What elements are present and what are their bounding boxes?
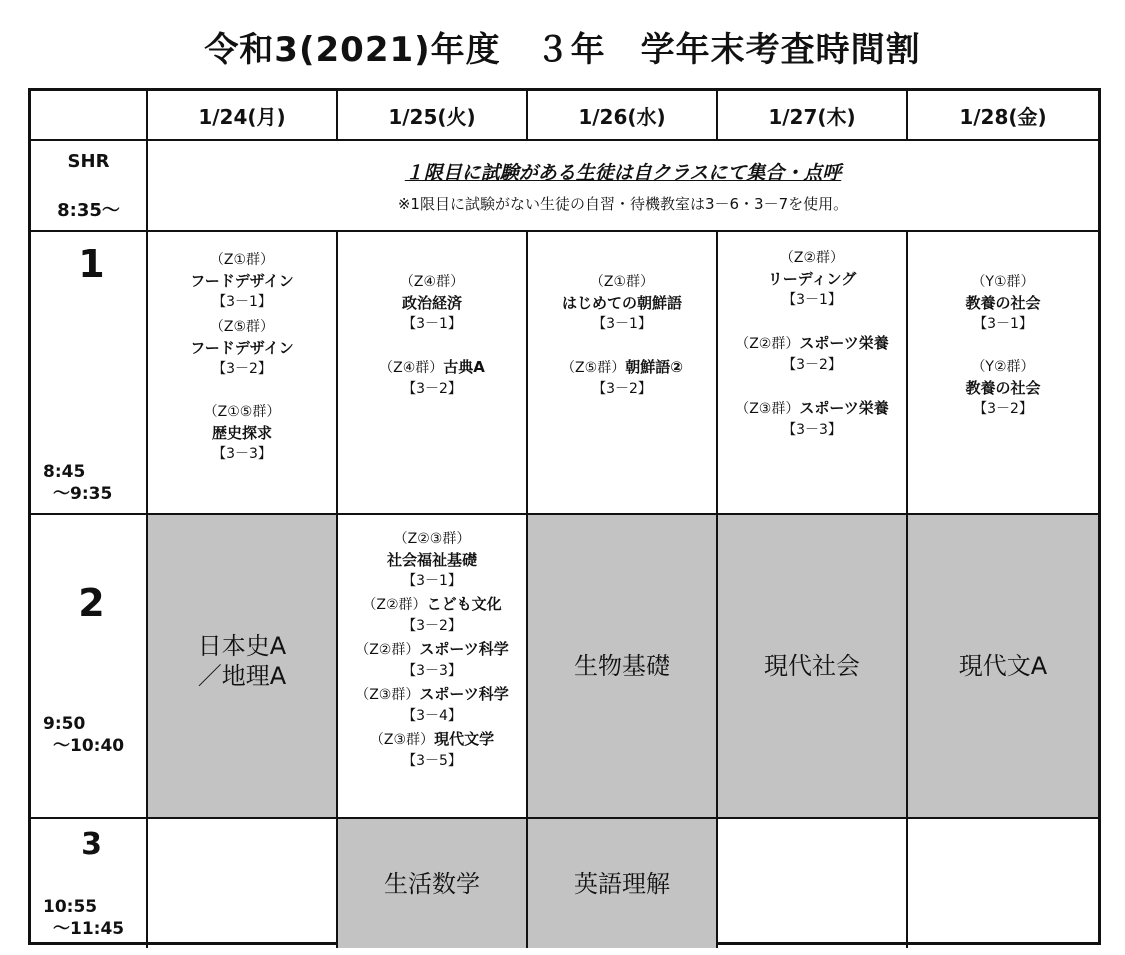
- exam-entry: [379, 357, 485, 400]
- exam-entry: [400, 272, 464, 335]
- subject: フードデザイン: [190, 272, 294, 290]
- room: 【3－3】: [402, 663, 462, 679]
- p3-tue: [338, 819, 528, 948]
- room: 【3－3】: [782, 422, 842, 438]
- group-label: （Z②群）: [362, 597, 427, 613]
- period-start: 9:50: [43, 714, 86, 734]
- p3-wed: [528, 819, 718, 948]
- group-label: （Y②群）: [971, 359, 1035, 375]
- group-label: （Z②群）: [735, 336, 800, 352]
- day-header-wed: 1/26(水): [528, 91, 718, 141]
- shr-label: SHR: [67, 151, 110, 172]
- room: 【3－2】: [402, 618, 462, 634]
- exam-entry: [965, 357, 1040, 420]
- room: 【3－4】: [402, 708, 462, 724]
- p2-tue: [338, 515, 528, 819]
- exam-entry: [965, 272, 1040, 335]
- period-2-label: [31, 515, 148, 819]
- subject: [718, 819, 906, 948]
- subject: 日本史A ／地理A: [197, 632, 287, 690]
- period-start: 10:55: [43, 897, 98, 917]
- shr-time: 8:35〜: [57, 200, 120, 221]
- subject: スポーツ栄養: [799, 334, 889, 352]
- exam-entry: [362, 594, 501, 637]
- group-label: （Z⑤群）: [209, 319, 275, 335]
- room: 【3－1】: [212, 294, 272, 310]
- exam-entry: [190, 250, 294, 313]
- room: 【3－2】: [973, 401, 1033, 417]
- period-start: 8:45: [43, 462, 86, 482]
- subject: 現代社会: [764, 652, 860, 680]
- p1-tue: [338, 232, 528, 515]
- period-end: 〜9:35: [53, 484, 113, 504]
- group-label: （Z②群）: [779, 250, 845, 266]
- exam-entry: [355, 639, 509, 682]
- group-label: （Z③群）: [369, 732, 435, 748]
- exam-entry: [735, 333, 889, 376]
- subject: スポーツ科学: [419, 640, 509, 658]
- subject: フードデザイン: [190, 339, 294, 357]
- subject: こども文化: [426, 595, 502, 613]
- exam-entry: [204, 402, 281, 465]
- room: 【3－1】: [592, 316, 652, 332]
- exam-entry: [768, 248, 857, 311]
- shr-label-cell: [31, 141, 148, 232]
- group-label: （Z⑤群）: [561, 360, 626, 376]
- shr-banner: [148, 141, 1098, 232]
- exam-entry: [355, 684, 509, 727]
- subject: スポーツ科学: [419, 685, 509, 703]
- exam-entry: [561, 357, 683, 400]
- p2-mon: [148, 515, 338, 819]
- subject: 英語理解: [574, 869, 670, 898]
- subject: [148, 819, 336, 948]
- subject: はじめての朝鮮語: [561, 294, 682, 312]
- day-header-fri: 1/28(金): [908, 91, 1098, 141]
- period-end: 〜11:45: [53, 919, 125, 939]
- subject: 現代文学: [434, 730, 495, 748]
- subject: 歴史探求: [211, 424, 272, 442]
- period-end: 〜10:40: [53, 736, 125, 756]
- subject: 生物基礎: [574, 652, 670, 680]
- corner-cell: [31, 91, 148, 141]
- room: 【3－2】: [782, 357, 842, 373]
- p2-fri: [908, 515, 1098, 819]
- period-1-label: [31, 232, 148, 515]
- group-label: （Z④群）: [399, 274, 465, 290]
- day-header-tue: 1/25(火): [338, 91, 528, 141]
- group-label: （Z①群）: [589, 274, 655, 290]
- p3-fri: [908, 819, 1098, 948]
- group-label: （Z②群）: [355, 642, 420, 658]
- p3-mon: [148, 819, 338, 948]
- room: 【3－5】: [402, 753, 462, 769]
- room: 【3－1】: [782, 292, 842, 308]
- p2-thu: [718, 515, 908, 819]
- subject: 社会福祉基礎: [386, 551, 477, 569]
- day-header-mon: 1/24(月): [148, 91, 338, 141]
- group-label: （Z④群）: [379, 360, 444, 376]
- group-label: （Z③群）: [355, 687, 420, 703]
- exam-entry: [387, 529, 477, 592]
- p2-wed: [528, 515, 718, 819]
- group-label: （Z①⑤群）: [203, 404, 281, 420]
- p1-mon: [148, 232, 338, 515]
- exam-entry: [562, 272, 682, 335]
- shr-note: ※1限目に試験がない生徒の自習・待機教室は3－6・3－7を使用。: [397, 194, 849, 213]
- group-label: （Z②③群）: [393, 531, 471, 547]
- room: 【3－1】: [402, 573, 462, 589]
- timetable: [28, 88, 1101, 945]
- subject: 政治経済: [401, 294, 462, 312]
- group-label: （Z①群）: [209, 252, 275, 268]
- period-number: 2: [78, 581, 105, 625]
- period-3-label: [31, 819, 148, 948]
- period-number: 1: [78, 242, 105, 286]
- p1-fri: [908, 232, 1098, 515]
- group-label: （Y①群）: [971, 274, 1035, 290]
- room: 【3－2】: [592, 381, 652, 397]
- subject: [908, 819, 1098, 948]
- p1-thu: [718, 232, 908, 515]
- exam-entry: [735, 398, 889, 441]
- room: 【3－1】: [973, 316, 1033, 332]
- subject: 教養の社会: [965, 294, 1041, 312]
- page-title: 令和3(2021)年度 ３年 学年末考査時間割: [204, 30, 921, 70]
- subject: 生活数学: [384, 869, 480, 898]
- room: 【3－2】: [212, 361, 272, 377]
- subject: 教養の社会: [965, 379, 1041, 397]
- room: 【3－1】: [402, 316, 462, 332]
- subject: リーディング: [767, 270, 857, 288]
- exam-entry: [370, 729, 494, 772]
- period-number: 3: [81, 827, 102, 862]
- subject: 現代文A: [958, 652, 1048, 680]
- subject: 古典A: [443, 358, 485, 376]
- shr-main-notice: １限目に試験がある生徒は自クラスにて集合・点呼: [404, 161, 842, 184]
- group-label: （Z③群）: [735, 401, 800, 417]
- subject: 朝鮮語②: [625, 358, 683, 376]
- subject: スポーツ栄養: [799, 399, 889, 417]
- day-header-thu: 1/27(木): [718, 91, 908, 141]
- exam-entry: [190, 317, 294, 380]
- p3-thu: [718, 819, 908, 948]
- room: 【3－3】: [212, 446, 272, 462]
- room: 【3－2】: [402, 381, 462, 397]
- p1-wed: [528, 232, 718, 515]
